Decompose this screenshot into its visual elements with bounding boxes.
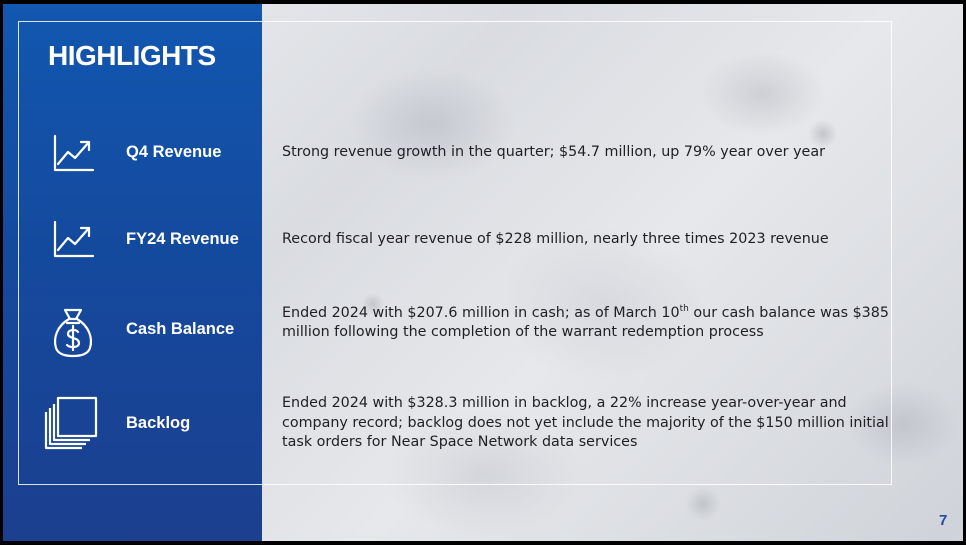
page-title: HIGHLIGHTS [48,40,216,71]
row-label-backlog: Backlog [126,414,191,432]
row-text-backlog: Ended 2024 with $328.3 million in backlog, a 22% increase year-over-year and company record; backlog does not yet include the majority of the $150 million initial task orders for Near Space Network data services [282,395,889,450]
slide [3,4,963,541]
money-bag-icon [43,302,103,362]
line-chart-icon [43,126,103,186]
row-label-q4-revenue: Q4 Revenue [126,143,222,161]
stacked-pages-icon [43,394,103,454]
line-chart-icon [43,212,103,272]
row-text-fy24-revenue: Record fiscal year revenue of $228 million, nearly three times 2023 revenue [282,231,829,247]
row-text-q4-revenue: Strong revenue growth in the quarter; $54.7 million, up 79% year over year [282,144,825,160]
page-number: 7 [939,512,948,529]
row-label-cash-balance: Cash Balance [126,320,235,338]
row-label-fy24-revenue: FY24 Revenue [126,230,239,248]
row-text-cash-balance: Ended 2024 with $207.6 million in cash; as of March 10th our cash balance was $385 million following the completion of the warrant redemption process [282,304,889,341]
